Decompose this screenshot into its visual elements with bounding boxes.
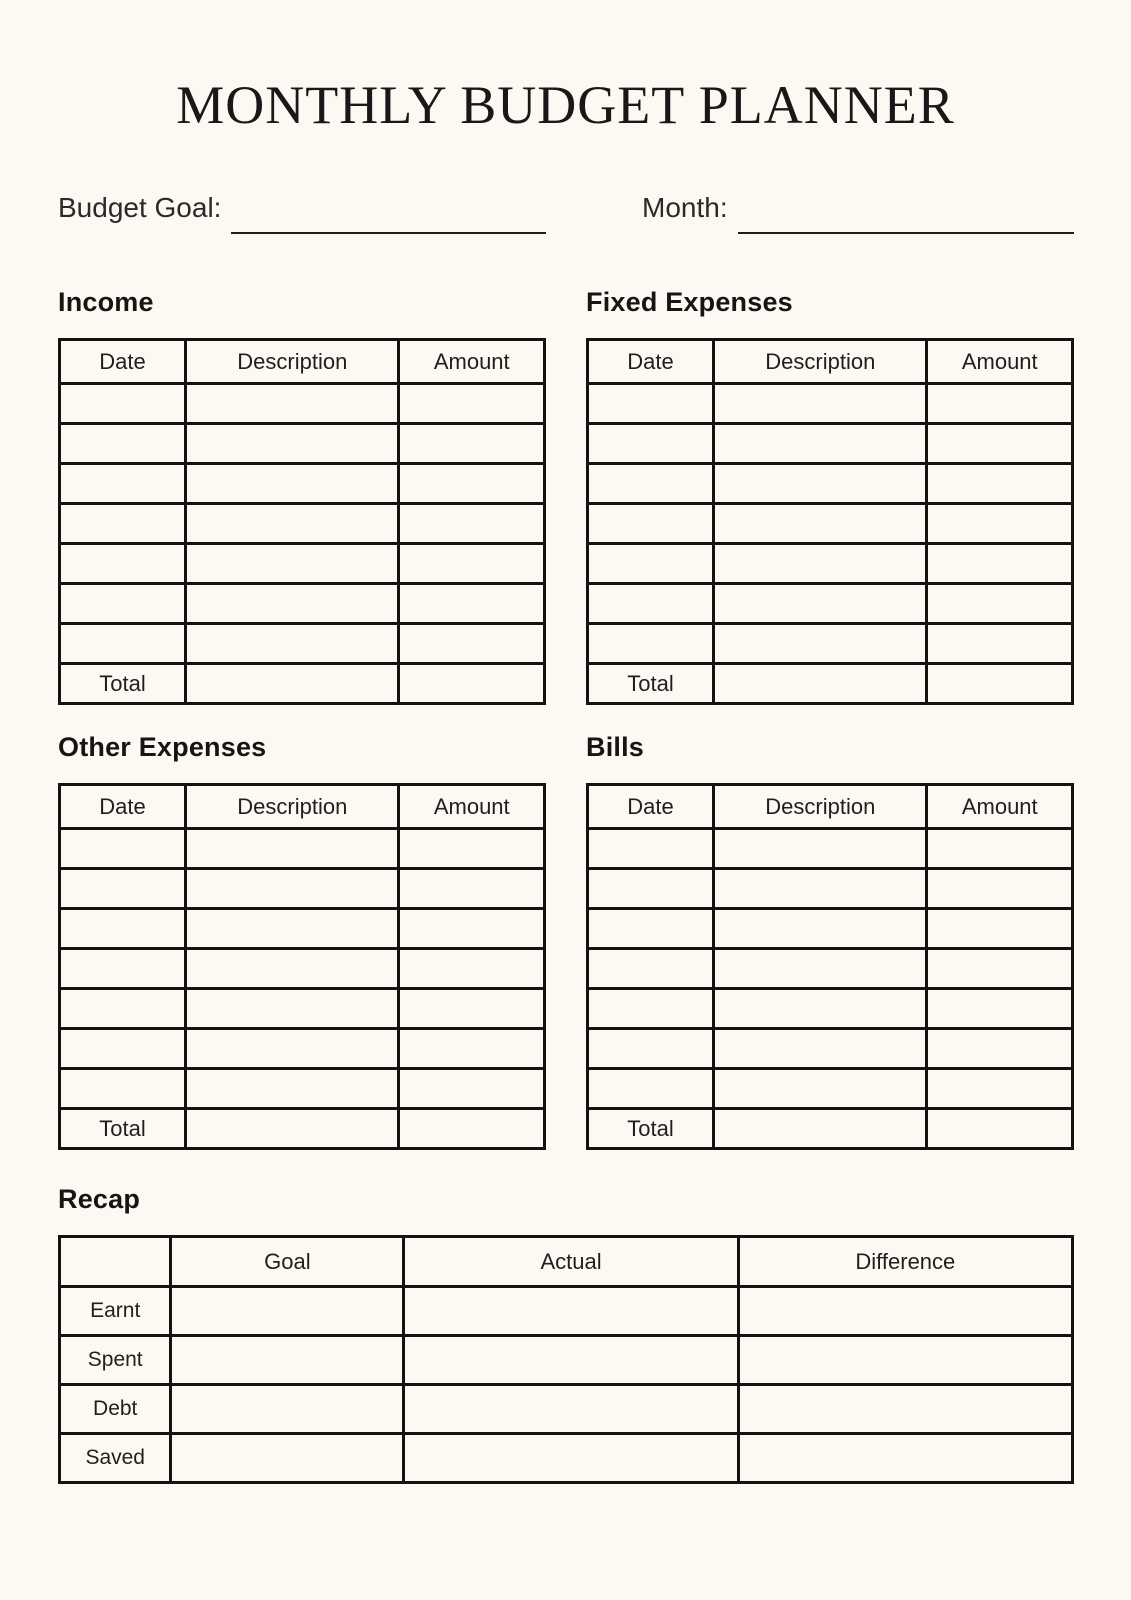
header-fields-row [58, 190, 1074, 225]
blank-cell [714, 584, 927, 624]
blank-cell [927, 1109, 1073, 1149]
blank-cell [60, 424, 186, 464]
table-header-row [588, 340, 1073, 384]
blank-cell [186, 869, 399, 909]
blank-cell [927, 1069, 1073, 1109]
blank-cell [714, 1029, 927, 1069]
blank-cell [60, 544, 186, 584]
blank-cell [171, 1385, 404, 1434]
blank-cell [186, 829, 399, 869]
blank-cell [60, 909, 186, 949]
recap-row-label-earnt: Earnt [60, 1287, 171, 1336]
blank-cell [927, 664, 1073, 704]
total-label: Total [588, 1109, 714, 1149]
blank-cell [60, 624, 186, 664]
blank-cell [588, 384, 714, 424]
month-label: Month: [642, 192, 728, 223]
month-field [586, 190, 1074, 225]
blank-cell [186, 909, 399, 949]
blank-cell [927, 869, 1073, 909]
blank-cell [399, 384, 545, 424]
blank-cell [186, 424, 399, 464]
blank-cell [60, 1029, 186, 1069]
blank-row [60, 949, 545, 989]
blank-row [60, 504, 545, 544]
recap-column-difference: Difference [738, 1237, 1072, 1287]
blank-cell [60, 869, 186, 909]
other-expenses-section-title: Other Expenses [58, 732, 267, 762]
blank-cell [60, 464, 186, 504]
blank-cell [927, 504, 1073, 544]
income-section [58, 287, 546, 705]
column-header-amount: Amount [927, 340, 1073, 384]
blank-cell [186, 664, 399, 704]
table-header-row [60, 340, 545, 384]
recap-header-row [60, 1237, 1073, 1287]
blank-cell [588, 624, 714, 664]
blank-cell [60, 829, 186, 869]
blank-cell [588, 869, 714, 909]
blank-row [588, 584, 1073, 624]
blank-cell [60, 989, 186, 1029]
bills-section [586, 732, 1074, 1150]
blank-cell [588, 1029, 714, 1069]
blank-row [60, 584, 545, 624]
blank-row [588, 464, 1073, 504]
bills-table [586, 783, 1074, 1150]
blank-row [60, 1069, 545, 1109]
recap-row-label-saved: Saved [60, 1434, 171, 1483]
blank-cell [927, 464, 1073, 504]
blank-cell [714, 909, 927, 949]
blank-cell [927, 829, 1073, 869]
recap-section-title: Recap [58, 1184, 141, 1214]
column-header-date: Date [60, 785, 186, 829]
recap-row-label-debt: Debt [60, 1385, 171, 1434]
blank-row [588, 949, 1073, 989]
column-header-description: Description [186, 785, 399, 829]
other-expenses-section [58, 732, 546, 1150]
blank-cell [714, 544, 927, 584]
fixed-expenses-section-title: Fixed Expenses [586, 287, 793, 317]
recap-row-debt [60, 1385, 1073, 1434]
blank-cell [404, 1336, 738, 1385]
blank-cell [186, 949, 399, 989]
blank-cell [588, 544, 714, 584]
table-header-row [588, 785, 1073, 829]
blank-row [588, 504, 1073, 544]
blank-cell [186, 464, 399, 504]
recap-column-actual: Actual [404, 1237, 738, 1287]
blank-cell [60, 504, 186, 544]
budget-goal-label: Budget Goal: [58, 192, 222, 223]
blank-cell [186, 624, 399, 664]
blank-cell [588, 949, 714, 989]
recap-table [58, 1235, 1074, 1484]
budget-goal-input-line[interactable] [231, 204, 546, 234]
blank-cell [171, 1336, 404, 1385]
blank-row [60, 424, 545, 464]
blank-cell [186, 504, 399, 544]
blank-cell [927, 949, 1073, 989]
blank-cell [404, 1434, 738, 1483]
blank-cell [186, 1069, 399, 1109]
blank-cell [60, 584, 186, 624]
blank-row [60, 624, 545, 664]
blank-cell [927, 544, 1073, 584]
blank-cell [399, 584, 545, 624]
blank-cell [714, 1109, 927, 1149]
blank-cell [714, 464, 927, 504]
blank-cell [588, 1069, 714, 1109]
blank-cell [399, 869, 545, 909]
blank-cell [714, 869, 927, 909]
column-header-amount: Amount [927, 785, 1073, 829]
budget-goal-field [58, 190, 546, 225]
blank-row [588, 909, 1073, 949]
column-header-description: Description [186, 340, 399, 384]
blank-cell [714, 424, 927, 464]
blank-cell [171, 1434, 404, 1483]
blank-row [60, 829, 545, 869]
blank-cell [171, 1287, 404, 1336]
recap-row-spent [60, 1336, 1073, 1385]
blank-cell [60, 949, 186, 989]
total-row [588, 664, 1073, 704]
blank-row [588, 544, 1073, 584]
blank-cell [399, 1029, 545, 1069]
blank-cell [588, 584, 714, 624]
column-header-date: Date [60, 340, 186, 384]
recap-section [58, 1184, 1074, 1484]
other-expenses-table [58, 783, 546, 1150]
blank-cell [588, 504, 714, 544]
blank-cell [927, 424, 1073, 464]
column-header-description: Description [714, 340, 927, 384]
table-header-row [60, 785, 545, 829]
total-label: Total [60, 1109, 186, 1149]
column-header-date: Date [588, 785, 714, 829]
blank-cell [404, 1385, 738, 1434]
blank-cell [399, 949, 545, 989]
blank-cell [186, 544, 399, 584]
blank-cell [714, 504, 927, 544]
blank-cell [186, 1029, 399, 1069]
blank-cell [399, 909, 545, 949]
blank-cell [399, 544, 545, 584]
blank-row [588, 624, 1073, 664]
blank-row [588, 869, 1073, 909]
tables-grid [58, 287, 1074, 1150]
blank-cell [927, 909, 1073, 949]
blank-cell [738, 1287, 1072, 1336]
blank-cell [927, 584, 1073, 624]
blank-cell [588, 909, 714, 949]
blank-cell [399, 464, 545, 504]
blank-row [588, 829, 1073, 869]
blank-cell [399, 504, 545, 544]
income-section-title: Income [58, 287, 154, 317]
recap-corner-cell [60, 1237, 171, 1287]
recap-row-label-spent: Spent [60, 1336, 171, 1385]
column-header-description: Description [714, 785, 927, 829]
blank-cell [927, 384, 1073, 424]
total-row [60, 1109, 545, 1149]
blank-cell [186, 584, 399, 624]
total-row [588, 1109, 1073, 1149]
blank-cell [399, 664, 545, 704]
total-row [60, 664, 545, 704]
total-label: Total [588, 664, 714, 704]
blank-cell [714, 624, 927, 664]
blank-row [588, 1029, 1073, 1069]
blank-row [60, 464, 545, 504]
blank-cell [738, 1385, 1072, 1434]
blank-row [588, 384, 1073, 424]
blank-cell [714, 664, 927, 704]
blank-cell [60, 384, 186, 424]
blank-cell [714, 384, 927, 424]
blank-row [60, 909, 545, 949]
blank-cell [588, 464, 714, 504]
fixed-expenses-table [586, 338, 1074, 705]
blank-cell [714, 829, 927, 869]
blank-cell [738, 1336, 1072, 1385]
blank-cell [399, 1109, 545, 1149]
recap-row-saved [60, 1434, 1073, 1483]
blank-row [60, 989, 545, 1029]
recap-row-earnt [60, 1287, 1073, 1336]
blank-cell [588, 829, 714, 869]
blank-cell [186, 384, 399, 424]
income-table [58, 338, 546, 705]
fixed-expenses-section [586, 287, 1074, 705]
blank-cell [186, 1109, 399, 1149]
column-header-amount: Amount [399, 785, 545, 829]
column-header-amount: Amount [399, 340, 545, 384]
blank-row [60, 1029, 545, 1069]
blank-row [60, 384, 545, 424]
blank-row [60, 544, 545, 584]
blank-cell [399, 989, 545, 1029]
blank-cell [588, 424, 714, 464]
page-title: MONTHLY BUDGET PLANNER [176, 75, 955, 135]
blank-cell [399, 1069, 545, 1109]
recap-column-goal: Goal [171, 1237, 404, 1287]
bills-section-title: Bills [586, 732, 645, 762]
blank-cell [927, 624, 1073, 664]
blank-row [588, 1069, 1073, 1109]
blank-cell [399, 829, 545, 869]
column-header-date: Date [588, 340, 714, 384]
blank-cell [714, 1069, 927, 1109]
blank-row [60, 869, 545, 909]
blank-cell [404, 1287, 738, 1336]
blank-row [588, 989, 1073, 1029]
blank-cell [399, 624, 545, 664]
blank-cell [714, 949, 927, 989]
blank-cell [60, 1069, 186, 1109]
blank-cell [714, 989, 927, 1029]
blank-cell [738, 1434, 1072, 1483]
blank-cell [927, 1029, 1073, 1069]
blank-row [588, 424, 1073, 464]
blank-cell [927, 989, 1073, 1029]
blank-cell [399, 424, 545, 464]
blank-cell [588, 989, 714, 1029]
month-input-line[interactable] [738, 204, 1074, 234]
blank-cell [186, 989, 399, 1029]
total-label: Total [60, 664, 186, 704]
